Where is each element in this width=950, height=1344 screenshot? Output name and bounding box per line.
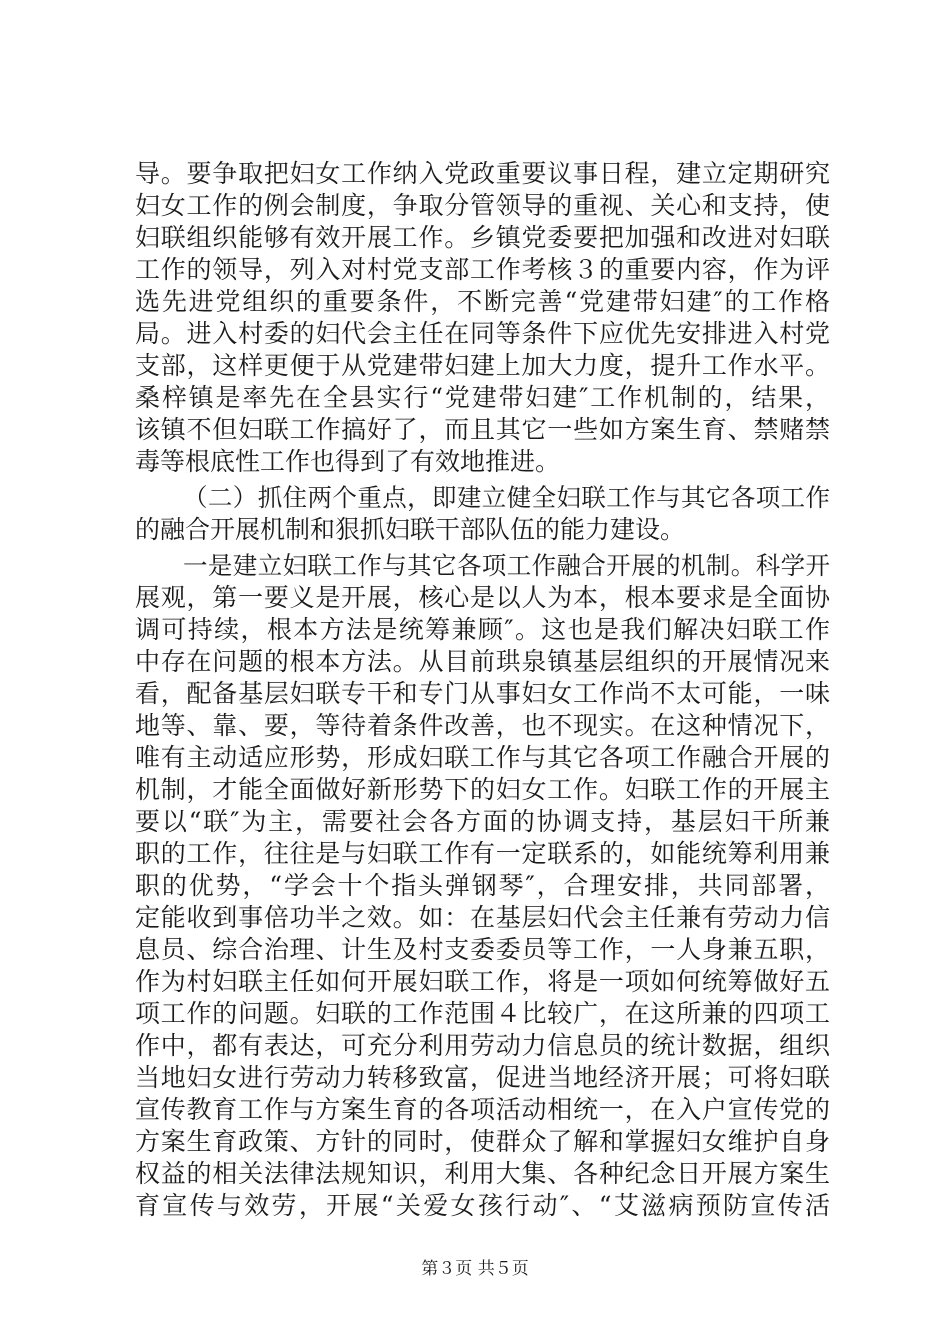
text-line: 导。要争取把妇女工作纳入党政重要议事日程，建立定期研究 <box>135 159 830 188</box>
text-line: 作中，都有表达，可充分利用劳动力信息员的统计数据，组织 <box>135 1031 830 1060</box>
text-line: 定能收到事倍功半之效。如：在基层妇代会主任兼有劳动力信 <box>135 903 830 932</box>
text-line: 育宣传与效劳，开展“关爱女孩行动″、“艾滋病预防宣传活 <box>135 1191 830 1220</box>
text-line: 权益的相关法律法规知识，利用大集、各种纪念日开展方案生 <box>135 1159 830 1188</box>
text-line: 要以“联″为主，需要社会各方面的协调支持，基层妇干所兼 <box>135 807 830 836</box>
text-line: 中存在问题的根本方法。从目前珙泉镇基层组织的开展情况来 <box>135 647 830 676</box>
text-line: 方案生育政策、方针的同时，使群众了解和掌握妇女维护自身 <box>135 1127 830 1156</box>
text-line: 选先进党组织的重要条件，不断完善“党建带妇建″的工作格 <box>135 287 830 316</box>
text-line: 作为村妇联主任如何开展妇联工作，将是一项如何统筹做好五 <box>135 967 830 996</box>
text-line: 该镇不但妇联工作搞好了，而且其它一些如方案生育、禁赌禁 <box>135 415 830 444</box>
text-line: 毒等根底性工作也得到了有效地推进。 <box>135 447 561 476</box>
text-line: 看，配备基层妇联专干和专门从事妇女工作尚不太可能，一味 <box>135 679 830 708</box>
text-line: 当地妇女进行劳动力转移致富，促进当地经济开展；可将妇联 <box>135 1063 830 1092</box>
text-line: 机制，才能全面做好新形势下的妇女工作。妇联工作的开展主 <box>135 775 830 804</box>
text-line: 妇联组织能够有效开展工作。乡镇党委要把加强和改进对妇联 <box>135 223 830 252</box>
text-line: （二）抓住两个重点，即建立健全妇联工作与其它各项工作 <box>183 483 830 512</box>
paragraph <box>135 550 830 1222</box>
text-line: 地等、靠、要，等待着条件改善，也不现实。在这种情况下， <box>135 711 830 740</box>
text-line: 职的优势，“学会十个指头弹钢琴″，合理安排，共同部署， <box>135 871 830 900</box>
text-line: 唯有主动适应形势，形成妇联工作与其它各项工作融合开展的 <box>135 743 830 772</box>
text-line: 展观，第一要义是开展，核心是以人为本，根本要求是全面协 <box>135 583 830 612</box>
text-line: 宣传教育工作与方案生育的各项活动相统一，在入户宣传党的 <box>135 1095 830 1124</box>
text-line: 一是建立妇联工作与其它各项工作融合开展的机制。科学开 <box>183 551 830 580</box>
paragraph <box>135 158 830 478</box>
text-line: 局。进入村委的妇代会主任在同等条件下应优先安排进入村党 <box>135 319 830 348</box>
page-number-footer: 第３页 共５页 <box>421 1259 529 1279</box>
text-line: 项工作的问题。妇联的工作范围４比较广，在这所兼的四项工 <box>135 999 830 1028</box>
text-line: 息员、综合治理、计生及村支委委员等工作，一人身兼五职， <box>135 935 830 964</box>
text-line: 职的工作，往往是与妇联工作有一定联系的，如能统筹利用兼 <box>135 839 830 868</box>
text-line: 桑梓镇是率先在全县实行“党建带妇建″工作机制的，结果， <box>135 383 830 412</box>
text-line: 调可持续，根本方法是统筹兼顾″。这也是我们解决妇联工作 <box>135 615 830 644</box>
text-line: 的融合开展机制和狠抓妇联干部队伍的能力建设。 <box>135 515 686 544</box>
text-line: 支部，这样更便于从党建带妇建上加大力度，提升工作水平。 <box>135 351 830 380</box>
body-text <box>135 158 830 1222</box>
text-line: 工作的领导，列入对村党支部工作考核３的重要内容，作为评 <box>135 255 830 284</box>
paragraph <box>135 482 830 546</box>
text-line: 妇女工作的例会制度，争取分管领导的重视、关心和支持，使 <box>135 191 830 220</box>
